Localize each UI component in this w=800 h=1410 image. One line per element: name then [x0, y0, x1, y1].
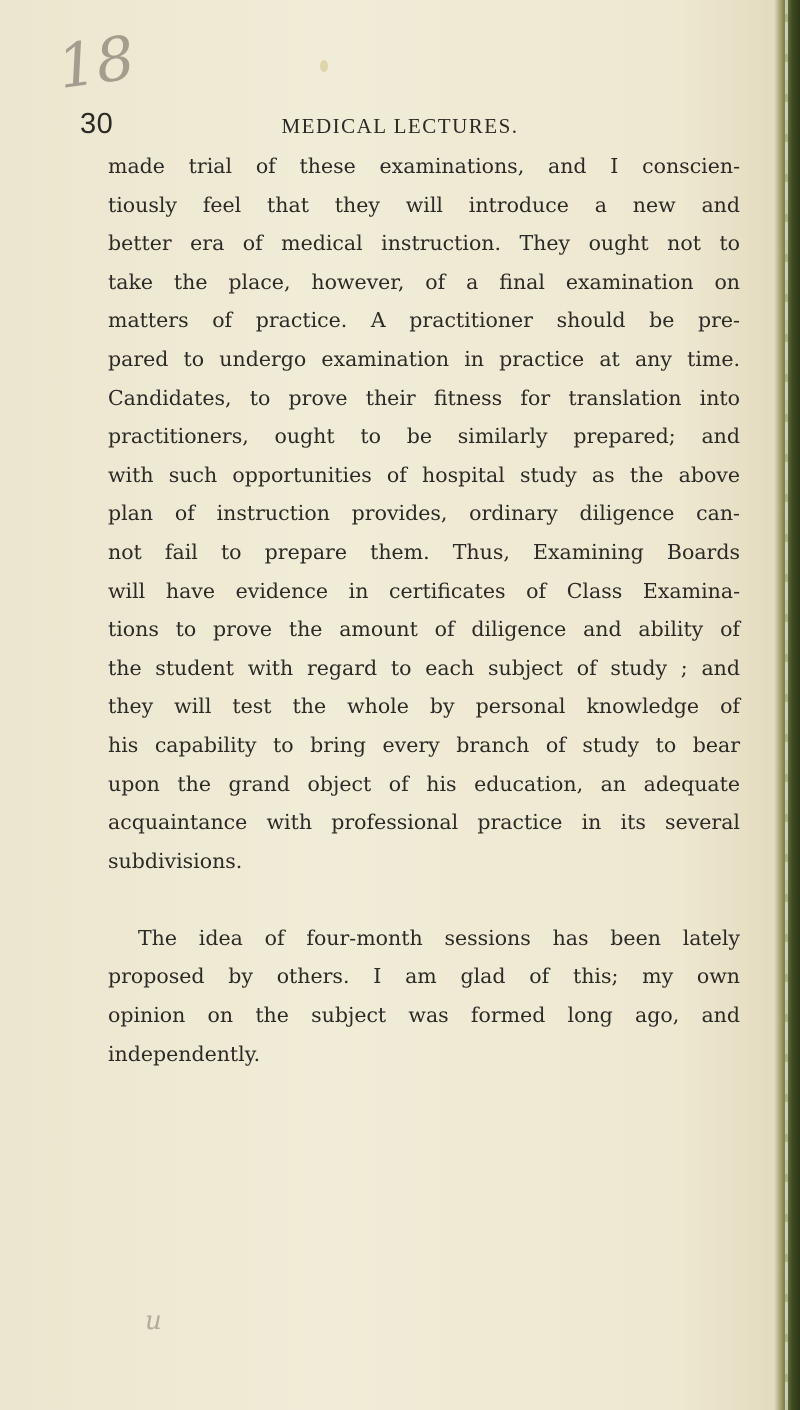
text-line: tiously feel that they will introduce a new and — [108, 192, 740, 217]
page-number: 30 — [80, 108, 114, 140]
paragraph-2 — [108, 919, 740, 1073]
text-line: acquaintance with professional practice in its several — [108, 810, 740, 835]
header-title: MEDICAL LECTURES. — [281, 114, 519, 138]
text-line: take the place, however, of a final examination on — [108, 269, 740, 294]
pencil-annotation-top: 18 — [53, 23, 139, 103]
text-line: with such opportunities of hospital study as the above — [108, 462, 740, 487]
text-line: plan of instruction provides, ordinary diligence can- — [108, 501, 740, 526]
text-line: Candidates, to prove their fitness for translation into — [108, 385, 740, 410]
text-line: will have evidence in certificates of Class Examina- — [108, 578, 740, 603]
text-line-indented: The idea of four-month sessions has been lately — [138, 925, 740, 950]
text-line: not fail to prepare them. Thus, Examining Boards — [108, 539, 740, 564]
text-line: they will test the whole by personal knowledge of — [108, 694, 740, 719]
text-line: practitioners, ought to be similarly prepared; and — [108, 424, 740, 449]
text-line-last: independently. — [108, 1041, 261, 1066]
text-line: his capability to bring every branch of study to bear — [108, 732, 740, 757]
body-text — [108, 147, 740, 1073]
text-line: better era of medical instruction. They ought not to — [108, 231, 740, 256]
text-line: proposed by others. I am glad of this; my own — [108, 964, 740, 989]
text-line: the student with regard to each subject of study ; and — [108, 655, 740, 680]
pencil-annotation-bottom: u — [145, 1306, 162, 1336]
running-head — [0, 108, 800, 148]
paper-stain — [320, 60, 328, 72]
text-line: matters of practice. A practitioner should be pre- — [108, 308, 740, 333]
page-edge — [785, 0, 788, 1410]
text-line: tions to prove the amount of diligence and ability of — [108, 617, 740, 642]
text-line: pared to undergo examination in practice at any time. — [108, 346, 740, 371]
text-line: made trial of these examinations, and I conscien- — [108, 154, 740, 178]
text-line: opinion on the subject was formed long ago, and — [108, 1003, 740, 1028]
paragraph-gap — [108, 880, 740, 919]
text-line-last: subdivisions. — [108, 848, 243, 873]
text-line: upon the grand object of his education, an adequate — [108, 771, 740, 796]
paragraph-1 — [108, 147, 740, 880]
